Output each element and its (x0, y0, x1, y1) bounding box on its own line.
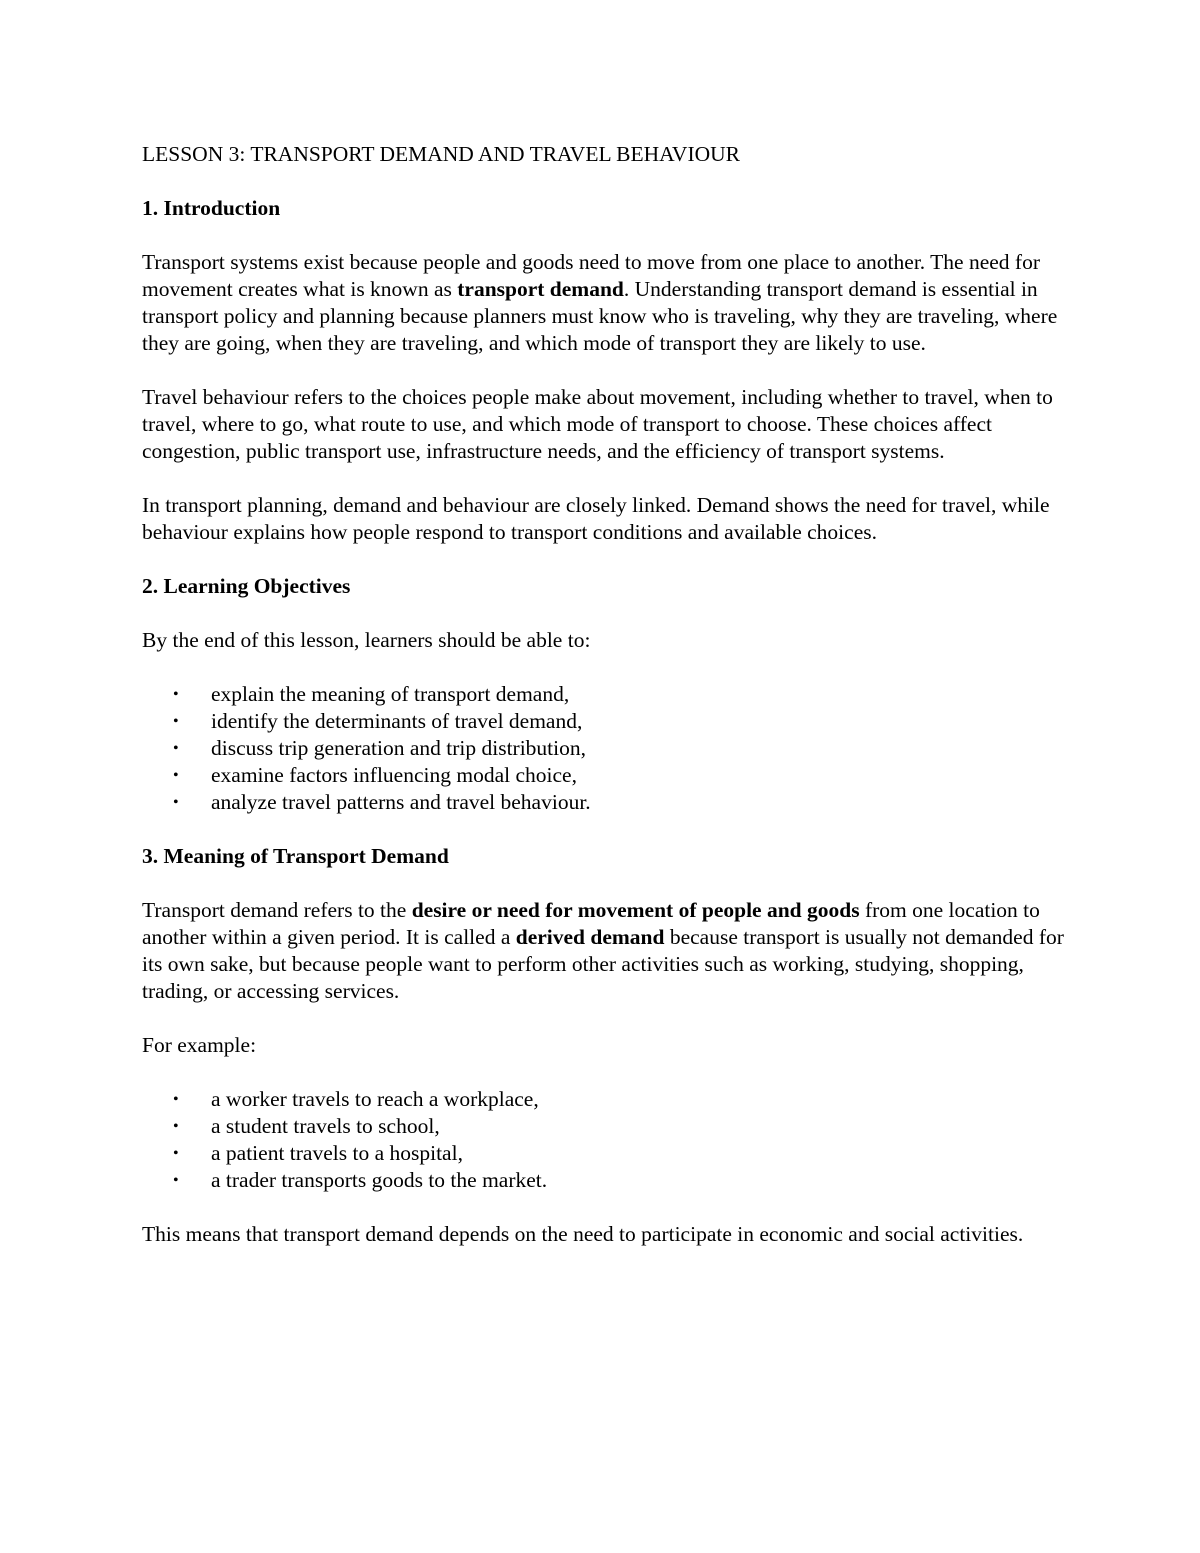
list-item (142, 789, 1072, 816)
intro-paragraph-1-part-c: . Understanding transport demand is essential in transport policy and planning because planners must know who is traveling, why they are traveling, where they are going, when they are traveling, and which mode of transport they are likely to use. (142, 277, 1058, 355)
meaning-paragraph-part-e: because transport is usually not demanded for its own sake, but because people want to perform other activities such as working, studying, shopping, trading, or accessing services. (142, 925, 1064, 1003)
derived-demand-term: derived demand (515, 925, 665, 949)
section-heading-meaning-of-transport-demand: 3. Meaning of Transport Demand (142, 844, 449, 868)
example-intro: For example: (142, 1033, 257, 1057)
intro-paragraph-1-part-a: Transport systems exist because people and goods need to move from one place to another. The need for movement creates what is known as (142, 250, 1040, 301)
list-item-text: examine factors influencing modal choice, (211, 763, 577, 787)
list-item-text: a student travels to school, (211, 1114, 440, 1138)
closing-paragraph: This means that transport demand depends on the need to participate in economic and social activities. (142, 1222, 1024, 1246)
document-page (142, 141, 1072, 1275)
bullet-icon: • (173, 767, 179, 784)
bullet-icon: • (173, 686, 179, 703)
bullet-icon: • (173, 740, 179, 757)
meaning-paragraph (142, 897, 1072, 1005)
list-item (142, 1086, 1072, 1113)
bullet-icon: • (173, 1118, 179, 1135)
objectives-list (142, 681, 1072, 816)
list-item (142, 681, 1072, 708)
list-item-text: a worker travels to reach a workplace, (211, 1087, 539, 1111)
desire-or-need-term: desire or need for movement of people and goods (411, 898, 860, 922)
meaning-paragraph-part-c: from one location to another within a given period. It is called a (142, 898, 1040, 949)
list-item (142, 1167, 1072, 1194)
list-item-text: identify the determinants of travel demand, (211, 709, 583, 733)
examples-list (142, 1086, 1072, 1194)
section-heading-introduction: 1. Introduction (142, 196, 281, 220)
list-item (142, 762, 1072, 789)
lesson-title: LESSON 3: TRANSPORT DEMAND AND TRAVEL BEHAVIOUR (142, 142, 741, 166)
section-heading-learning-objectives: 2. Learning Objectives (142, 574, 351, 598)
transport-demand-term: transport demand (457, 277, 624, 301)
bullet-icon: • (173, 794, 179, 811)
bullet-icon: • (173, 1145, 179, 1162)
list-item-text: a patient travels to a hospital, (211, 1141, 463, 1165)
objectives-intro: By the end of this lesson, learners should be able to: (142, 628, 591, 652)
list-item-text: analyze travel patterns and travel behaviour. (211, 790, 591, 814)
list-item (142, 1113, 1072, 1140)
list-item-text: discuss trip generation and trip distribution, (211, 736, 587, 760)
list-item (142, 1140, 1072, 1167)
meaning-paragraph-part-a: Transport demand refers to the (142, 898, 412, 922)
intro-paragraph-1 (142, 249, 1072, 357)
bullet-icon: • (173, 1172, 179, 1189)
intro-paragraph-3: In transport planning, demand and behaviour are closely linked. Demand shows the need for travel, while behaviour explains how people respond to transport conditions and available choices. (142, 493, 1050, 544)
list-item-text: a trader transports goods to the market. (211, 1168, 548, 1192)
intro-paragraph-2: Travel behaviour refers to the choices people make about movement, including whether to travel, when to travel, where to go, what route to use, and which mode of transport to choose. These choices affect congestion, public transport use, infrastructure needs, and the efficiency of transport systems. (142, 385, 1053, 463)
bullet-icon: • (173, 713, 179, 730)
bullet-icon: • (173, 1091, 179, 1108)
list-item-text: explain the meaning of transport demand, (211, 682, 570, 706)
list-item (142, 735, 1072, 762)
list-item (142, 708, 1072, 735)
